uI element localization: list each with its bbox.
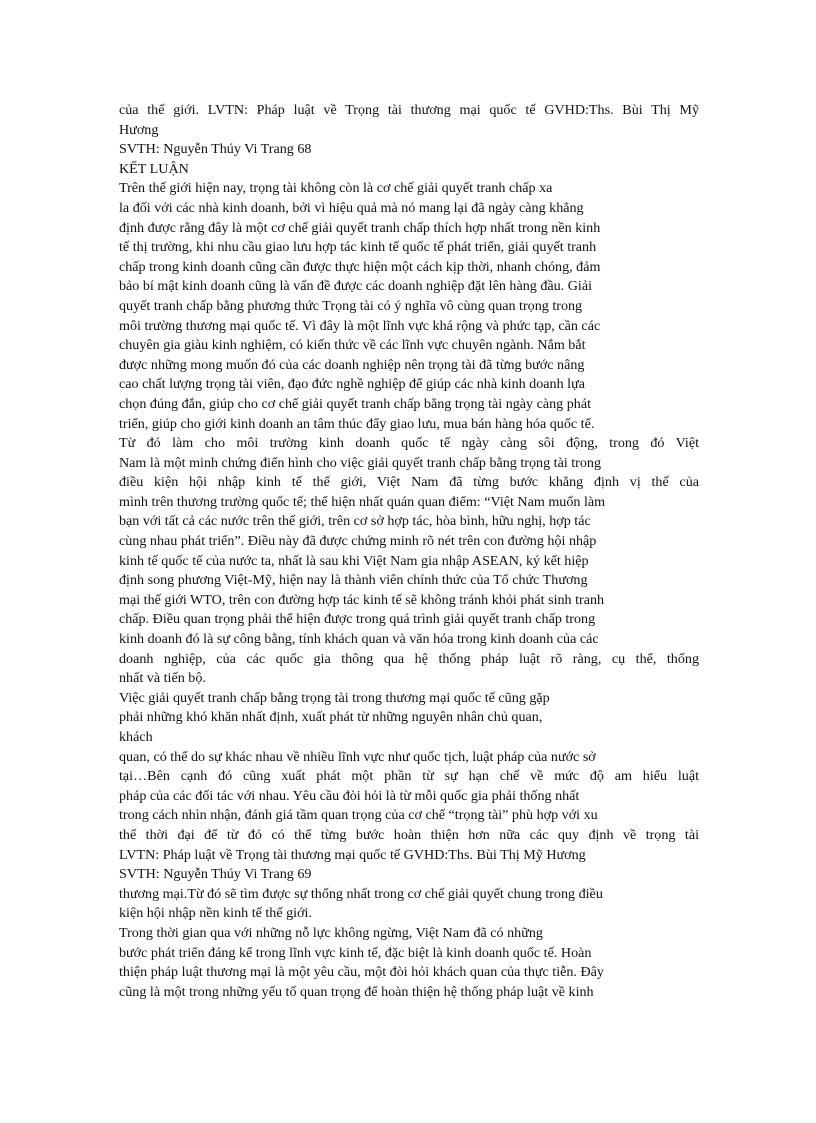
- text-line: trong cách nhìn nhận, đánh giá tầm quan trọng của cơ chế “trọng tài” phù hợp với xu: [119, 807, 598, 824]
- text-line: mình trên thương trường quốc tế; thể hiện nhất quán quan điểm: “Việt Nam muốn làm: [119, 493, 606, 510]
- text-line: quan, có thể do sự khác nhau về nhiều lĩnh vực như quốc tịch, luật pháp của nước sở: [119, 748, 596, 765]
- text-line: kiện hội nhập nền kinh tế thế giới.: [119, 905, 312, 922]
- text-line: nhất và tiến bộ.: [119, 670, 206, 687]
- document-text: [119, 101, 699, 1002]
- text-line: mại thế giới WTO, trên con đường hợp tác kinh tế sẽ không tránh khỏi phát sinh tranh: [119, 591, 605, 608]
- text-line: khách: [119, 729, 153, 745]
- text-line: chọn đúng đắn, giúp cho cơ chế giải quyết tranh chấp bằng trọng tài ngày càng phát: [119, 395, 592, 412]
- text-line: chuyên gia giàu kinh nghiệm, có kiến thức về các lĩnh vực chuyên ngành. Nắm bắt: [119, 337, 586, 354]
- text-line: cũng là một trong những yếu tố quan trọng để hoàn thiện hệ thống pháp luật về kinh: [119, 983, 594, 1000]
- text-line: kinh doanh đó là sự công bằng, tính khách quan và văn hóa trong kinh doanh của các: [119, 631, 599, 648]
- text-line: chấp trong kinh doanh cũng cần được thực hiện một cách kịp thời, nhanh chóng, đảm: [119, 258, 601, 275]
- text-line: la đối với các nhà kinh doanh, bởi vì hiệu quả mà nó mang lại đã ngày càng khẳng: [119, 199, 584, 216]
- text-line: thương mại.Từ đó sẽ tìm được sự thống nhất trong cơ chế giải quyết chung trong điều: [119, 885, 603, 902]
- text-line: Việc giải quyết tranh chấp bằng trọng tài trong thương mại quốc tế cũng gặp: [119, 689, 550, 706]
- text-line: cùng nhau phát triển”. Điều này đã được chứng minh rõ nét trên con đường hội nhập: [119, 533, 597, 550]
- text-line: Từ đó làm cho môi trường kinh doanh quốc tế ngày càng sôi động, trong đó Việt: [119, 435, 699, 452]
- text-line: Hương: [119, 121, 159, 138]
- text-line: thiện pháp luật thương mại là một yêu cầu, một đòi hỏi khách quan của thực tiễn. Đây: [119, 964, 604, 981]
- text-line: tế thị trường, khi nhu cầu giao lưu hợp tác kinh tế quốc tế phát triển, giải quyết tranh: [119, 239, 597, 256]
- text-line: Trong thời gian qua với những nỗ lực không ngừng, Việt Nam đã có những: [119, 924, 543, 941]
- text-line: Nam là một minh chứng điển hình cho việc giải quyết tranh chấp bằng trọng tài trong: [119, 454, 602, 471]
- text-line: bước phát triển đáng kể trong lĩnh vực kinh tế, đặc biệt là kinh doanh quốc tế. Hoàn: [119, 944, 592, 961]
- text-line: LVTN: Pháp luật về Trọng tài thương mại quốc tế GVHD:Ths. Bùi Thị Mỹ Hương: [119, 846, 586, 863]
- text-line: SVTH: Nguyễn Thúy Vi Trang 68: [119, 141, 312, 158]
- text-line: Trên thế giới hiện nay, trọng tài không còn là cơ chế giải quyết tranh chấp xa: [119, 180, 553, 197]
- text-line: định được rằng đây là một cơ chế giải quyết tranh chấp thích hợp nhất trong nền kinh: [119, 219, 601, 236]
- text-line: môi trường thương mại quốc tế. Vì đây là một lĩnh vực khá rộng và phức tạp, cần các: [119, 317, 601, 334]
- text-line: kinh tế quốc tế của nước ta, nhất là sau khi Việt Nam gia nhập ASEAN, ký kết hiệp: [119, 552, 589, 569]
- text-line: quyết tranh chấp bằng phương thức Trọng tài có ý nghĩa vô cùng quan trọng trong: [119, 297, 583, 314]
- text-line: được những mong muốn đó của các doanh nghiệp nên trọng tài đã từng bước nâng: [119, 356, 585, 373]
- text-line: tại…Bên cạnh đó cũng xuất phát một phần từ sự hạn chế về mức độ am hiểu luật: [119, 768, 699, 785]
- text-line: bạn với tất cả các nước trên thế giới, trên cơ sở hợp tác, hòa bình, hữu nghị, hợp tác: [119, 513, 591, 530]
- text-line: triển, giúp cho giới kinh doanh an tâm thúc đẩy giao lưu, mua bán hàng hóa quốc tế.: [119, 415, 595, 432]
- text-line: KẾT LUẬN: [119, 160, 189, 177]
- text-line: bảo bí mật kinh doanh cũng là vấn đề được các doanh nghiệp đặt lên hàng đầu. Giải: [119, 278, 592, 295]
- text-line: chấp. Điều quan trọng phải thể hiện được trong quá trình giải quyết tranh chấp trong: [119, 611, 596, 628]
- text-line: điều kiện hội nhập kinh tế thế giới, Việt Nam đã từng bước khẳng định vị thế của: [119, 474, 699, 491]
- text-line: cao chất lượng trọng tài viên, đạo đức nghề nghiệp để giúp các nhà kinh doanh lựa: [119, 376, 585, 393]
- text-line: doanh nghiệp, của các quốc gia thông qua hệ thống pháp luật rõ ràng, cụ thể, thống: [119, 650, 699, 667]
- text-line: pháp của các đối tác với nhau. Yêu cầu đòi hỏi là từ mỗi quốc gia phải thống nhất: [119, 787, 580, 804]
- text-line: thế thời đại để từ đó có thể từng bước hoàn thiện hơn nữa các quy định về trọng tài: [119, 826, 699, 843]
- text-line: SVTH: Nguyễn Thúy Vi Trang 69: [119, 866, 312, 883]
- text-line: của thế giới. LVTN: Pháp luật về Trọng tài thương mại quốc tế GVHD:Ths. Bùi Thị Mỹ: [119, 102, 699, 118]
- text-line: phải những khó khăn nhất định, xuất phát từ những nguyên nhân chủ quan,: [119, 709, 543, 726]
- text-line: định song phương Việt-Mỹ, hiện nay là thành viên chính thức của Tổ chức Thương: [119, 572, 588, 589]
